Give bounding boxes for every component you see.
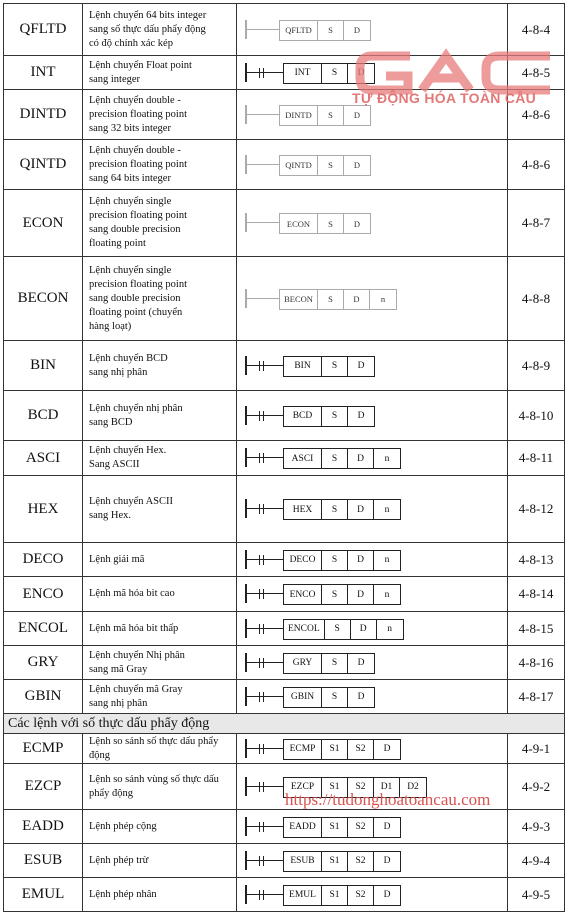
- operand-cell: S1: [322, 740, 348, 759]
- table-row: [4, 341, 565, 391]
- section-title: Các lệnh với số thực dấu phẩy động: [4, 714, 565, 734]
- instruction-description: Lệnh chuyển nhị phân sang BCD: [83, 391, 237, 441]
- table-row: [4, 734, 565, 764]
- section-reference: 4-8-16: [508, 646, 565, 680]
- instruction-box: [283, 63, 375, 84]
- operand-cell: D: [353, 25, 361, 35]
- ladder-diagram-cell: [237, 257, 508, 341]
- section-reference: 4-8-5: [508, 56, 565, 90]
- instruction-description: Lệnh phép cộng: [83, 810, 237, 844]
- operand-cell: D: [348, 585, 374, 604]
- operand-opcode: GBIN: [284, 688, 322, 707]
- table-row: [4, 878, 565, 912]
- contact-symbol: [259, 692, 264, 702]
- ladder-wire: [246, 628, 284, 629]
- ladder-diagram: [245, 850, 507, 872]
- operand-cell: n: [384, 504, 390, 515]
- ladder-diagram-cell: [237, 391, 508, 441]
- ladder-diagram-cell: [237, 441, 508, 476]
- table-row: [4, 476, 565, 543]
- instruction-name: DINTD: [4, 90, 83, 140]
- operand-opcode: ENCOL: [284, 620, 325, 639]
- operand-cell: S2: [348, 778, 374, 797]
- instruction-name: QINTD: [4, 140, 83, 190]
- table-row: [4, 844, 565, 878]
- table-row: [4, 612, 565, 646]
- contact-symbol: [259, 555, 264, 565]
- operand-cell: D: [348, 500, 374, 519]
- ladder-diagram: [245, 884, 507, 906]
- ladder-diagram: [245, 62, 507, 84]
- contact-symbol: [259, 361, 264, 371]
- operand-cell: D: [357, 692, 365, 702]
- instruction-description: Lệnh chuyển double - precision floating point sang 64 bits integer: [83, 140, 237, 190]
- instruction-name: GRY: [4, 646, 83, 680]
- operand-cell: S2: [348, 886, 374, 905]
- operand-cell: S: [322, 357, 348, 376]
- operand-opcode: DECO: [284, 551, 322, 570]
- table-row: [4, 190, 565, 257]
- operand-cell: D: [353, 110, 361, 120]
- ladder-diagram-cell: [237, 577, 508, 612]
- instruction-box: [283, 406, 375, 427]
- operand-cell: D: [357, 361, 365, 371]
- table-row: [4, 257, 565, 341]
- operand-cell: S: [318, 290, 344, 309]
- ladder-wire: [246, 457, 284, 458]
- ladder-wire: [246, 696, 284, 697]
- operand-opcode: ASCI: [284, 449, 322, 468]
- contact-symbol: [259, 782, 264, 792]
- contact-symbol: [259, 822, 264, 832]
- operand-cell: S: [322, 407, 348, 426]
- section-reference: 4-8-11: [508, 441, 565, 476]
- table-row: [4, 680, 565, 714]
- ladder-diagram: [245, 212, 507, 234]
- ladder-wire: [246, 222, 280, 223]
- ladder-diagram: [245, 618, 507, 640]
- operand-opcode: QINTD: [280, 156, 318, 175]
- instruction-description: Lệnh chuyển single precision floating point sang double precision floating point: [83, 190, 237, 257]
- ladder-diagram-cell: [237, 190, 508, 257]
- ladder-diagram: [245, 154, 507, 176]
- instruction-box: [279, 155, 371, 176]
- instruction-description: Lệnh phép trừ: [83, 844, 237, 878]
- ladder-wire: [246, 164, 280, 165]
- instruction-box: [279, 105, 371, 126]
- ladder-wire: [246, 826, 284, 827]
- ladder-diagram-cell: [237, 878, 508, 912]
- ladder-diagram-cell: [237, 612, 508, 646]
- section-reference: 4-8-6: [508, 90, 565, 140]
- instruction-box: [283, 356, 375, 377]
- operand-opcode: GRY: [284, 654, 322, 673]
- instruction-box: [283, 687, 375, 708]
- instruction-name: ASCI: [4, 441, 83, 476]
- operand-cell: S: [318, 156, 344, 175]
- instruction-name: EADD: [4, 810, 83, 844]
- operand-cell: S2: [348, 852, 374, 871]
- instruction-name: BECON: [4, 257, 83, 341]
- operand-opcode: EMUL: [284, 886, 322, 905]
- contact-symbol: [259, 744, 264, 754]
- section-reference: 4-9-2: [508, 764, 565, 810]
- instruction-name: GBIN: [4, 680, 83, 714]
- ladder-diagram: [245, 652, 507, 674]
- operand-opcode: EZCP: [284, 778, 322, 797]
- section-reference: 4-8-13: [508, 543, 565, 577]
- operand-cell: S: [322, 551, 348, 570]
- instruction-name: ECON: [4, 190, 83, 257]
- operand-cell: D: [353, 160, 361, 170]
- ladder-wire: [246, 508, 284, 509]
- table-row: [4, 56, 565, 90]
- instruction-description: Lệnh so sánh số thực dấu phẩy động: [83, 734, 237, 764]
- instruction-name: DECO: [4, 543, 83, 577]
- instruction-box: [279, 289, 397, 310]
- contact-symbol: [259, 453, 264, 463]
- section-reference: 4-9-1: [508, 734, 565, 764]
- ladder-wire: [246, 365, 284, 366]
- operand-opcode: ESUB: [284, 852, 322, 871]
- table-row: [4, 543, 565, 577]
- operand-cell: S2: [348, 818, 374, 837]
- operand-cell: S: [318, 106, 344, 125]
- table-row: [4, 140, 565, 190]
- section-header-row: [4, 714, 565, 734]
- operand-opcode: BECON: [280, 290, 318, 309]
- operand-cell: S: [318, 214, 344, 233]
- operand-cell: S: [322, 654, 348, 673]
- instruction-name: ESUB: [4, 844, 83, 878]
- operand-opcode: BIN: [284, 357, 322, 376]
- operand-opcode: ECMP: [284, 740, 322, 759]
- instruction-description: Lệnh phép nhân: [83, 878, 237, 912]
- ladder-diagram: [245, 405, 507, 427]
- section-reference: 4-9-3: [508, 810, 565, 844]
- ladder-diagram-cell: [237, 4, 508, 56]
- operand-opcode: EADD: [284, 818, 322, 837]
- operand-cell: S1: [322, 778, 348, 797]
- contact-symbol: [259, 624, 264, 634]
- operand-cell: D: [344, 290, 370, 309]
- operand-cell: D: [357, 658, 365, 668]
- instruction-box: [283, 739, 401, 760]
- ladder-wire: [246, 559, 284, 560]
- contact-symbol: [259, 411, 264, 421]
- ladder-diagram-cell: [237, 646, 508, 680]
- ladder-diagram: [245, 738, 507, 760]
- ladder-diagram-cell: [237, 476, 508, 543]
- contact-symbol: [259, 856, 264, 866]
- section-reference: 4-8-8: [508, 257, 565, 341]
- contact-symbol: [259, 589, 264, 599]
- instruction-name: ECMP: [4, 734, 83, 764]
- instruction-box: [283, 851, 401, 872]
- operand-opcode: BCD: [284, 407, 322, 426]
- section-reference: 4-8-15: [508, 612, 565, 646]
- operand-opcode: QFLTD: [280, 21, 318, 40]
- instruction-description: Lệnh chuyển BCD sang nhị phân: [83, 341, 237, 391]
- instruction-name: QFLTD: [4, 4, 83, 56]
- instruction-description: Lệnh mã hóa bit cao: [83, 577, 237, 612]
- instruction-name: INT: [4, 56, 83, 90]
- operand-cell: n: [384, 555, 390, 565]
- ladder-wire: [246, 748, 284, 749]
- section-reference: 4-8-4: [508, 4, 565, 56]
- instruction-description: Lệnh chuyển single precision floating point sang double precision floating point (chuyển hàng loạt): [83, 257, 237, 341]
- instruction-name: EZCP: [4, 764, 83, 810]
- operand-cell: D: [351, 620, 377, 639]
- ladder-diagram-cell: [237, 810, 508, 844]
- operand-cell: S1: [322, 818, 348, 837]
- instruction-description: Lệnh chuyển 64 bits integer sang số thực dấu phẩy động có độ chính xác kép: [83, 4, 237, 56]
- instruction-box: [283, 550, 401, 571]
- instruction-table: [3, 3, 565, 912]
- section-reference: 4-8-10: [508, 391, 565, 441]
- operand-cell: D1: [374, 778, 400, 797]
- instruction-name: EMUL: [4, 878, 83, 912]
- section-reference: 4-8-7: [508, 190, 565, 257]
- ladder-wire: [246, 415, 284, 416]
- contact-symbol: [259, 890, 264, 900]
- operand-cell: S2: [348, 740, 374, 759]
- ladder-wire: [246, 894, 284, 895]
- ladder-diagram-cell: [237, 543, 508, 577]
- ladder-diagram-cell: [237, 844, 508, 878]
- operand-cell: n: [380, 294, 386, 304]
- operand-cell: D: [348, 449, 374, 468]
- operand-cell: D: [353, 218, 361, 229]
- operand-cell: D: [348, 551, 374, 570]
- operand-opcode: ECON: [280, 214, 318, 233]
- instruction-box: [283, 499, 401, 520]
- ladder-wire: [246, 860, 284, 861]
- ladder-diagram: [245, 498, 507, 520]
- section-reference: 4-8-12: [508, 476, 565, 543]
- ladder-diagram-cell: [237, 56, 508, 90]
- ladder-diagram: [245, 288, 507, 310]
- contact-symbol: [259, 504, 264, 514]
- instruction-name: ENCOL: [4, 612, 83, 646]
- table-row: [4, 4, 565, 56]
- operand-cell: D2: [407, 782, 419, 792]
- operand-cell: n: [387, 624, 393, 634]
- table-row: [4, 577, 565, 612]
- operand-cell: S: [318, 21, 344, 40]
- section-reference: 4-8-6: [508, 140, 565, 190]
- instruction-description: Lệnh chuyển Float point sang integer: [83, 56, 237, 90]
- instruction-name: ENCO: [4, 577, 83, 612]
- ladder-wire: [246, 593, 284, 594]
- operand-opcode: DINTD: [280, 106, 318, 125]
- instruction-description: Lệnh mã hóa bit thấp: [83, 612, 237, 646]
- instruction-description: Lệnh giải mã: [83, 543, 237, 577]
- operand-opcode: INT: [284, 64, 322, 83]
- ladder-diagram: [245, 816, 507, 838]
- ladder-wire: [246, 72, 284, 73]
- instruction-description: Lệnh so sánh vùng số thực dấu phẩy động: [83, 764, 237, 810]
- instruction-description: Lệnh chuyển Nhị phân sang mã Gray: [83, 646, 237, 680]
- operand-cell: S: [322, 585, 348, 604]
- ladder-diagram: [245, 355, 507, 377]
- operand-cell: S1: [322, 886, 348, 905]
- ladder-wire: [246, 786, 284, 787]
- section-reference: 4-9-4: [508, 844, 565, 878]
- instruction-box: [279, 20, 371, 41]
- ladder-wire: [246, 298, 280, 299]
- ladder-diagram: [245, 447, 507, 469]
- instruction-box: [283, 653, 375, 674]
- ladder-diagram: [245, 686, 507, 708]
- instruction-box: [283, 885, 401, 906]
- table-row: [4, 441, 565, 476]
- instruction-name: HEX: [4, 476, 83, 543]
- operand-cell: S: [325, 620, 351, 639]
- instruction-box: [283, 817, 401, 838]
- operand-cell: D: [357, 68, 365, 78]
- section-reference: 4-8-14: [508, 577, 565, 612]
- operand-opcode: ENCO: [284, 585, 322, 604]
- section-reference: 4-8-17: [508, 680, 565, 714]
- table-row: [4, 391, 565, 441]
- instruction-name: BIN: [4, 341, 83, 391]
- operand-cell: S: [322, 64, 348, 83]
- operand-cell: n: [384, 589, 390, 600]
- ladder-diagram-cell: [237, 341, 508, 391]
- ladder-wire: [246, 29, 280, 30]
- instruction-name: BCD: [4, 391, 83, 441]
- operand-cell: S: [322, 688, 348, 707]
- operand-cell: n: [384, 453, 390, 464]
- ladder-diagram-cell: [237, 140, 508, 190]
- table-row: [4, 646, 565, 680]
- ladder-diagram: [245, 104, 507, 126]
- operand-cell: S: [322, 500, 348, 519]
- operand-cell: D: [383, 856, 391, 866]
- operand-cell: D: [357, 411, 365, 421]
- company-watermark: TỰ ĐỘNG HÓA TOÀN CẦU: [352, 90, 537, 106]
- table-row: [4, 810, 565, 844]
- ladder-diagram-cell: [237, 680, 508, 714]
- operand-cell: D: [383, 822, 391, 832]
- operand-cell: S1: [322, 852, 348, 871]
- ladder-wire: [246, 114, 280, 115]
- instruction-box: [283, 448, 401, 469]
- instruction-description: Lệnh chuyển ASCII sang Hex.: [83, 476, 237, 543]
- ladder-diagram: [245, 19, 507, 41]
- section-reference: 4-8-9: [508, 341, 565, 391]
- url-watermark: https://tudonghoatoancau.com: [285, 790, 491, 809]
- operand-cell: D: [383, 890, 391, 900]
- contact-symbol: [259, 658, 264, 668]
- ladder-diagram-cell: [237, 734, 508, 764]
- instruction-box: [279, 213, 371, 234]
- section-reference: 4-9-5: [508, 878, 565, 912]
- instruction-box: [283, 619, 404, 640]
- instruction-description: Lệnh chuyển Hex. Sang ASCII: [83, 441, 237, 476]
- instruction-description: Lệnh chuyển double - precision floating point sang 32 bits integer: [83, 90, 237, 140]
- contact-symbol: [259, 68, 264, 78]
- operand-opcode: HEX: [284, 500, 322, 519]
- instruction-box: [283, 584, 401, 605]
- ladder-diagram: [245, 583, 507, 605]
- operand-cell: D: [383, 744, 391, 754]
- operand-cell: S: [322, 449, 348, 468]
- instruction-description: Lệnh chuyển mã Gray sang nhị phân: [83, 680, 237, 714]
- ladder-wire: [246, 662, 284, 663]
- ladder-diagram: [245, 549, 507, 571]
